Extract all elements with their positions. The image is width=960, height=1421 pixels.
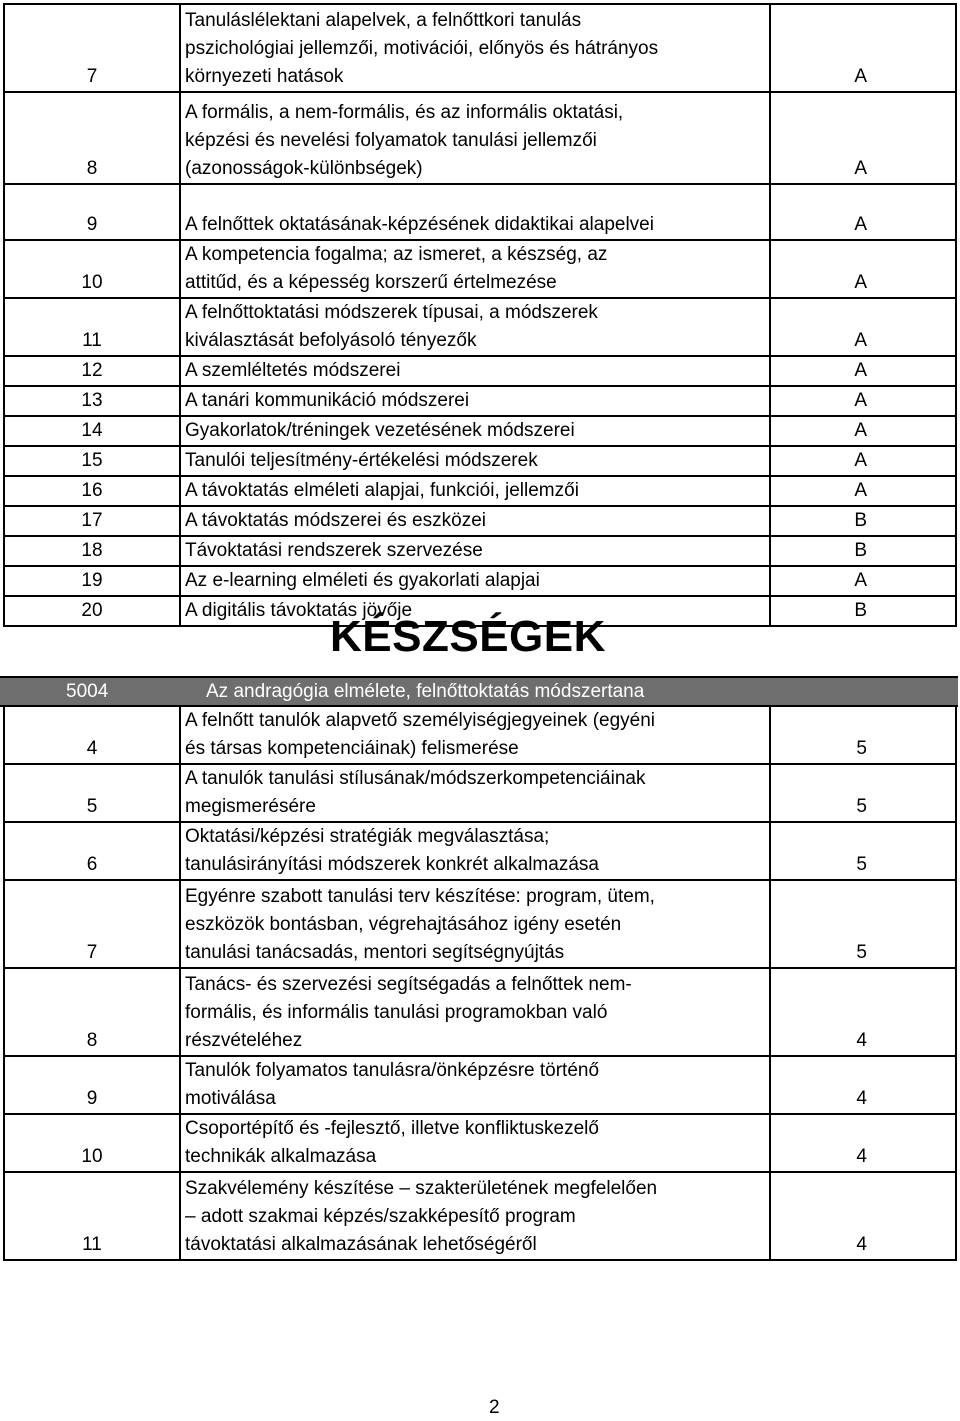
row-number: 9 <box>4 184 180 240</box>
table-row <box>4 386 956 416</box>
row-level: 4 <box>770 1114 956 1172</box>
description-line: Távoktatási rendszerek szervezése <box>185 540 483 561</box>
table-row <box>4 1114 956 1172</box>
description-line: A szemléltetés módszerei <box>185 360 401 381</box>
row-level: A <box>770 386 956 416</box>
row-level: A <box>770 240 956 298</box>
description-line: A digitális távoktatás jövője <box>185 600 413 621</box>
description-line: részvételéhez <box>185 1030 303 1051</box>
table-row <box>4 566 956 596</box>
table-row <box>4 968 956 1056</box>
description-line: A távoktatás elméleti alapjai, funkciói, jellemzői <box>185 480 579 501</box>
row-description <box>180 880 770 968</box>
row-description <box>180 446 770 476</box>
subject-title: Az andragógia elmélete, felnőttoktatás módszertana <box>206 681 645 702</box>
description-line: Gyakorlatok/tréningek vezetésének módszerei <box>185 420 575 441</box>
description-line: megismerésére <box>185 796 316 817</box>
row-level: A <box>770 476 956 506</box>
description-line: környezeti hatások <box>185 66 344 87</box>
description-line: attitűd, és a képesség korszerű értelmezése <box>185 272 557 293</box>
row-number: 7 <box>4 4 180 92</box>
row-number: 5 <box>4 764 180 822</box>
table-row <box>4 1056 956 1114</box>
description-line: kiválasztását befolyásoló tényezők <box>185 330 477 351</box>
row-number: 15 <box>4 446 180 476</box>
page-number: 2 <box>489 1397 500 1418</box>
row-level: A <box>770 92 956 184</box>
table-row <box>4 476 956 506</box>
row-description <box>180 476 770 506</box>
row-level: A <box>770 4 956 92</box>
row-number: 8 <box>4 968 180 1056</box>
description-line: eszközök bontásban, végrehajtásához igény esetén <box>185 914 622 935</box>
table-row <box>4 184 956 240</box>
description-line: A formális, a nem-formális, és az informális oktatási, <box>185 102 624 123</box>
row-number: 8 <box>4 92 180 184</box>
description-line: formális, és informális tanulási programokban való <box>185 1002 608 1023</box>
table-row <box>4 356 956 386</box>
table-row <box>4 706 956 764</box>
description-line: és társas kompetenciáinak) felismerése <box>185 738 519 759</box>
row-number: 12 <box>4 356 180 386</box>
row-description <box>180 416 770 446</box>
row-level: B <box>770 506 956 536</box>
row-description <box>180 706 770 764</box>
row-number: 9 <box>4 1056 180 1114</box>
row-level: 5 <box>770 764 956 822</box>
description-line: technikák alkalmazása <box>185 1146 377 1167</box>
table-row <box>4 416 956 446</box>
row-description <box>180 184 770 240</box>
row-level: 5 <box>770 706 956 764</box>
description-line: A tanulók tanulási stílusának/módszerkompetenciáinak <box>185 768 646 789</box>
section-heading: KÉSZSÉGEK <box>330 612 606 661</box>
table-row <box>4 1172 956 1260</box>
row-description <box>180 356 770 386</box>
table-row <box>4 764 956 822</box>
description-line: Tanulói teljesítmény-értékelési módszerek <box>185 450 538 471</box>
description-line: Szakvélemény készítése – szakterületének megfelelően <box>185 1178 658 1199</box>
table-row <box>4 446 956 476</box>
description-line: távoktatási alkalmazásának lehetőségéről <box>185 1234 537 1255</box>
skills-table-body <box>4 706 956 1260</box>
description-line: Tanulók folyamatos tanulásra/önképzésre történő <box>185 1060 600 1081</box>
row-number: 10 <box>4 240 180 298</box>
description-line: motiválása <box>185 1088 276 1109</box>
row-description <box>180 92 770 184</box>
row-description <box>180 968 770 1056</box>
description-line: A felnőttoktatási módszerek típusai, a módszerek <box>185 302 598 323</box>
row-level: 4 <box>770 1056 956 1114</box>
row-description <box>180 298 770 356</box>
table-row <box>4 92 956 184</box>
row-description <box>180 764 770 822</box>
knowledge-table-body <box>4 4 956 626</box>
description-line: tanulási tanácsadás, mentori segítségnyújtás <box>185 942 565 963</box>
row-level: B <box>770 536 956 566</box>
row-level: 5 <box>770 822 956 880</box>
row-number: 7 <box>4 880 180 968</box>
description-line: képzési és nevelési folyamatok tanulási jellemzői <box>185 130 597 151</box>
subject-code: 5004 <box>66 681 109 702</box>
description-line: A felnőtt tanulók alapvető személyiségjegyeinek (egyéni <box>185 710 656 731</box>
row-description <box>180 822 770 880</box>
description-line: (azonosságok-különbségek) <box>185 158 423 179</box>
description-line: pszichológiai jellemzői, motivációi, előnyös és hátrányos <box>185 38 659 59</box>
row-number: 11 <box>4 298 180 356</box>
description-line: Csoportépítő és -fejlesztő, illetve konfliktuskezelő <box>185 1118 599 1139</box>
row-description <box>180 240 770 298</box>
subject-band <box>0 676 958 707</box>
row-level: 4 <box>770 1172 956 1260</box>
row-description <box>180 1172 770 1260</box>
table-row <box>4 4 956 92</box>
description-line: tanulásirányítási módszerek konkrét alkalmazása <box>185 854 599 875</box>
row-level: A <box>770 184 956 240</box>
description-line: Oktatási/képzési stratégiák megválasztása; <box>185 826 550 847</box>
table-row <box>4 536 956 566</box>
row-level: A <box>770 298 956 356</box>
row-number: 14 <box>4 416 180 446</box>
description-line: A kompetencia fogalma; az ismeret, a készség, az <box>185 244 608 265</box>
row-description <box>180 1114 770 1172</box>
description-line: – adott szakmai képzés/szakképesítő program <box>185 1206 576 1227</box>
row-level: A <box>770 416 956 446</box>
table-row <box>4 880 956 968</box>
description-line: A távoktatás módszerei és eszközei <box>185 510 486 531</box>
row-description <box>180 1056 770 1114</box>
row-level: A <box>770 446 956 476</box>
row-number: 20 <box>4 596 180 626</box>
row-number: 18 <box>4 536 180 566</box>
description-line: Tanuláslélektani alapelvek, a felnőttkori tanulás <box>185 10 582 31</box>
table-row <box>4 822 956 880</box>
row-description <box>180 506 770 536</box>
row-level: 4 <box>770 968 956 1056</box>
row-number: 10 <box>4 1114 180 1172</box>
row-level: 5 <box>770 880 956 968</box>
description-line: Egyénre szabott tanulási terv készítése: program, ütem, <box>185 886 655 907</box>
row-level: A <box>770 566 956 596</box>
row-level: B <box>770 596 956 626</box>
row-description <box>180 536 770 566</box>
row-number: 13 <box>4 386 180 416</box>
row-number: 11 <box>4 1172 180 1260</box>
description-line: Tanács- és szervezési segítségadás a felnőttek nem- <box>185 974 632 995</box>
description-line: Az e-learning elméleti és gyakorlati alapjai <box>185 570 540 591</box>
table-row <box>4 298 956 356</box>
row-number: 17 <box>4 506 180 536</box>
row-number: 4 <box>4 706 180 764</box>
table-row <box>4 506 956 536</box>
description-line: A felnőttek oktatásának-képzésének didaktikai alapelvei <box>185 214 654 235</box>
row-number: 6 <box>4 822 180 880</box>
table-row <box>4 240 956 298</box>
row-number: 16 <box>4 476 180 506</box>
row-level: A <box>770 356 956 386</box>
knowledge-table <box>3 3 957 627</box>
description-line: A tanári kommunikáció módszerei <box>185 390 470 411</box>
row-number: 19 <box>4 566 180 596</box>
row-description <box>180 386 770 416</box>
row-description <box>180 4 770 92</box>
row-description <box>180 566 770 596</box>
skills-table <box>3 705 957 1261</box>
